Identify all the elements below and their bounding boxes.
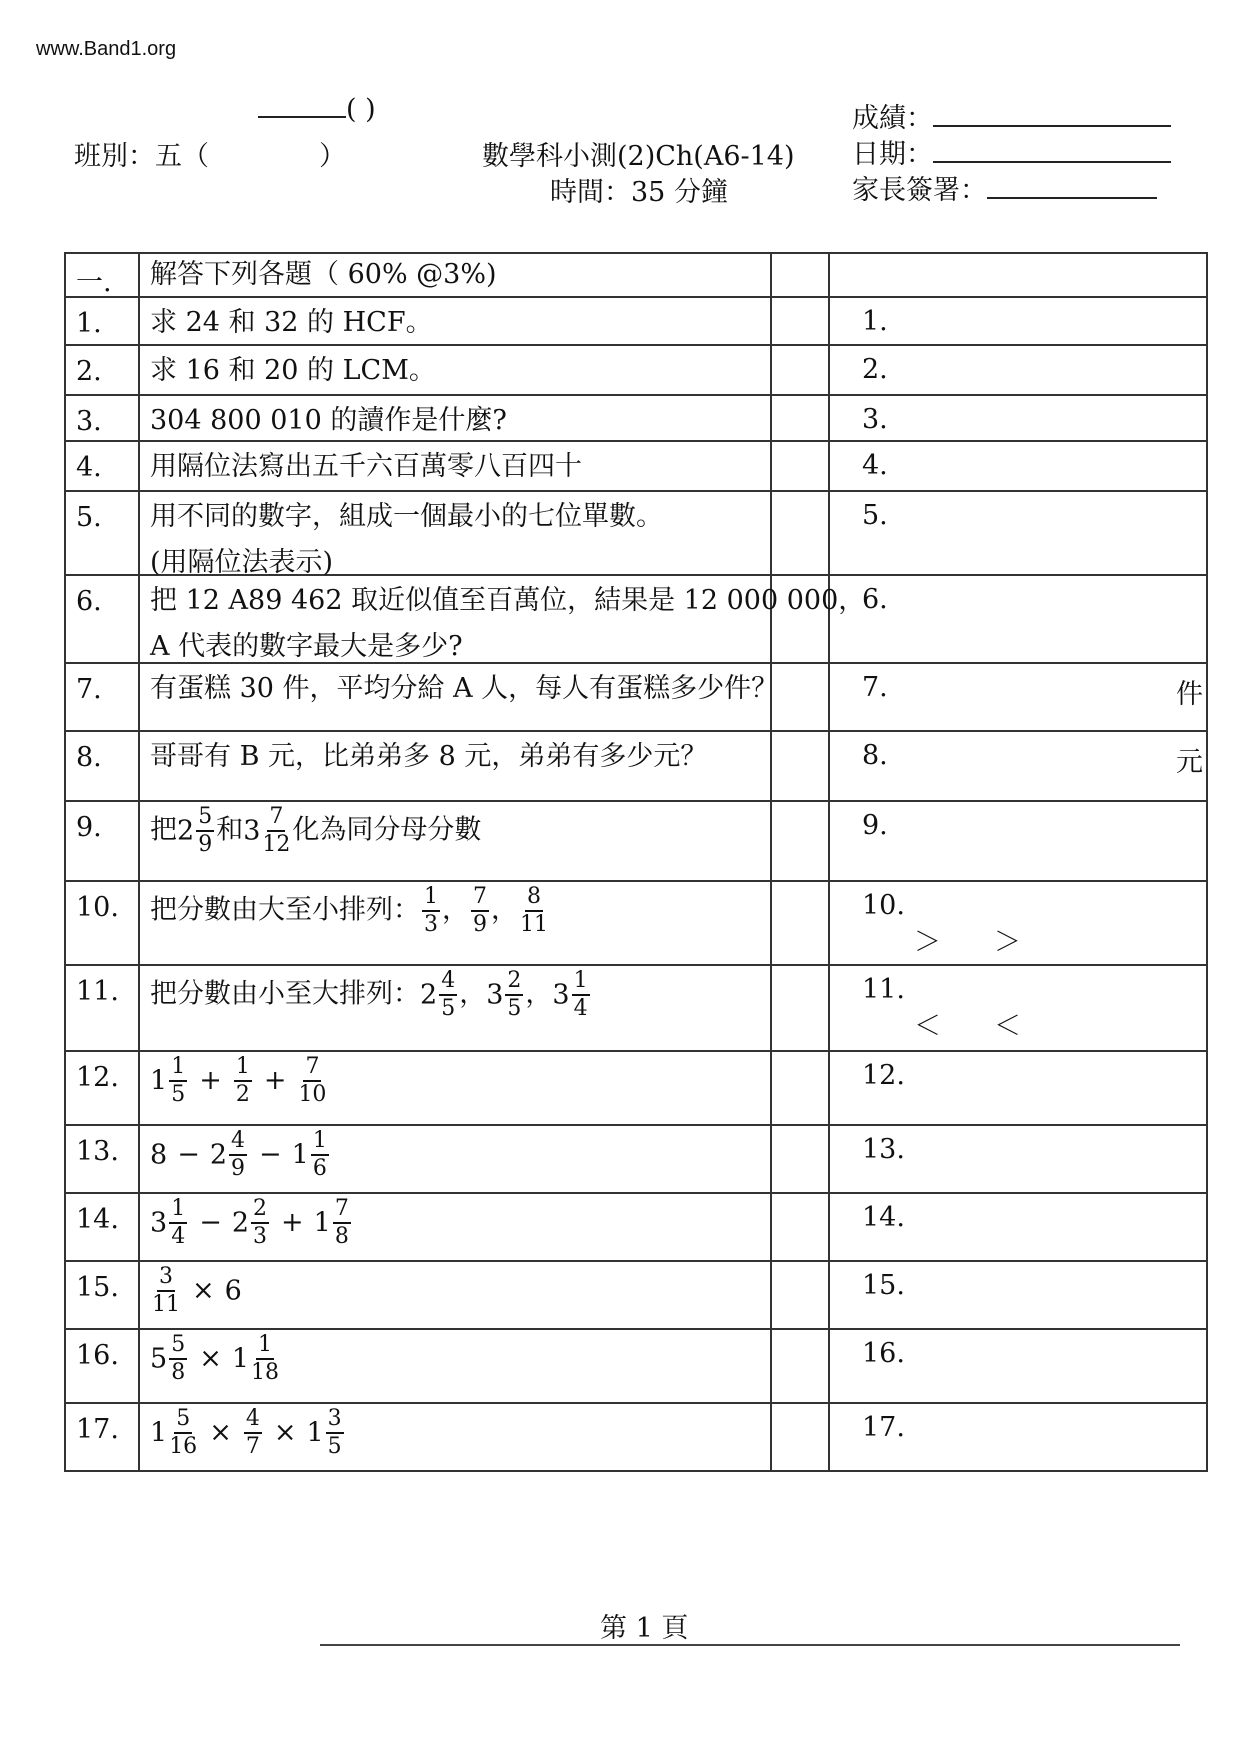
numerator: 1 (169, 1196, 187, 1224)
question-number: 1. (76, 308, 102, 339)
answer-number: 1. (862, 306, 888, 337)
question-content (150, 968, 592, 1022)
answer-number: 11. (862, 974, 905, 1005)
denominator: 4 (573, 996, 588, 1021)
numerator: 4 (244, 1406, 262, 1434)
fraction (169, 1332, 187, 1386)
page-number: 第 1 頁 (600, 1613, 689, 1644)
numerator: 7 (303, 1054, 321, 1082)
class-close: ） (319, 141, 346, 172)
numerator: 1 (169, 1054, 187, 1082)
question-number: 15. (76, 1272, 119, 1303)
operator: × (209, 1416, 232, 1448)
operator: + (263, 1064, 287, 1096)
question-text: 304 800 010 的讀作是什麼? (150, 405, 507, 436)
question-content (150, 884, 550, 938)
question-content (150, 1264, 242, 1318)
question-number: 8. (76, 742, 102, 773)
mixed-number (231, 1332, 281, 1385)
mixed-number (420, 968, 459, 1021)
answer-number: 8. (862, 740, 888, 771)
denominator: 18 (251, 1360, 279, 1385)
seat-number-parens: ( ) (346, 94, 376, 125)
question-number: 12. (76, 1062, 119, 1093)
fraction (169, 1406, 197, 1460)
numerator: 3 (157, 1264, 175, 1292)
answer-box[interactable] (830, 576, 1204, 660)
class-field (74, 134, 346, 173)
fraction (311, 1128, 329, 1182)
answer-box[interactable] (830, 298, 1204, 342)
answer-number: 12. (862, 1060, 905, 1091)
grade-label: 成績： (852, 103, 933, 134)
site-watermark: www.Band1.org (36, 38, 177, 60)
mixed-number (150, 1139, 167, 1170)
question-content (150, 348, 436, 394)
fraction (251, 1196, 269, 1250)
question-text: 求 16 和 20 的 LCM。 (150, 355, 436, 386)
mixed-number (552, 968, 591, 1021)
denominator: 4 (171, 1224, 186, 1249)
answer-number: 7. (862, 672, 888, 703)
whole-part: 5 (150, 1343, 168, 1374)
whole-part: 3 (150, 1207, 168, 1238)
operator: + (281, 1206, 304, 1238)
question-number: 6. (76, 586, 102, 617)
answer-number: 4. (862, 450, 888, 481)
name-blank (258, 94, 376, 125)
question-content (150, 1196, 353, 1250)
answer-number: 5. (862, 500, 888, 531)
answer-number: 17. (862, 1412, 905, 1443)
whole-part: 1 (150, 1065, 168, 1096)
answer-box[interactable] (830, 1126, 1204, 1190)
question-content (150, 398, 507, 444)
test-title: 數學科小測(2)Ch(A6-14) (482, 141, 795, 172)
question-text-line2: (用隔位法表示) (150, 547, 334, 578)
operator: − (259, 1138, 282, 1170)
operator: × (192, 1274, 215, 1306)
question-text: 用隔位法寫出五千六百萬零八百四十 (150, 451, 582, 482)
denominator: 6 (312, 1156, 327, 1181)
mixed-number (486, 968, 525, 1021)
answer-number: 6. (862, 584, 888, 615)
denominator: 5 (441, 996, 456, 1021)
question-text: 求 24 和 32 的 HCF。 (150, 307, 433, 338)
denominator: 10 (298, 1082, 327, 1107)
fraction (572, 968, 590, 1022)
whole-part: 3 (486, 979, 504, 1010)
numerator: 1 (422, 884, 440, 912)
question-number: 3. (76, 406, 102, 437)
operator: × (273, 1416, 297, 1448)
numerator: 1 (234, 1054, 252, 1082)
whole-part: 1 (231, 1343, 249, 1374)
answer-box[interactable] (830, 346, 1204, 392)
operator: − (177, 1138, 200, 1170)
denominator: 9 (473, 912, 487, 937)
answer-number: 14. (862, 1202, 905, 1233)
answer-box[interactable] (830, 1404, 1204, 1468)
mixed-number (231, 1196, 271, 1249)
denominator: 8 (334, 1224, 349, 1249)
question-number: 13. (76, 1136, 119, 1167)
numerator: 7 (267, 804, 285, 832)
question-text: 把 12 A89 462 取近似值至百萬位，結果是 12 000 000， (150, 585, 866, 616)
question-content (150, 804, 481, 858)
fraction (439, 968, 457, 1022)
mixed-number (150, 1054, 189, 1107)
whole-part: 6 (224, 1275, 242, 1306)
fraction (471, 884, 489, 938)
answer-number: 2. (862, 354, 888, 385)
whole-part: 1 (150, 1417, 168, 1448)
denominator: 12 (262, 832, 291, 857)
fraction (152, 1264, 180, 1318)
question-text-line2: A 代表的數字最大是多少? (150, 631, 463, 662)
answer-box[interactable] (830, 442, 1204, 488)
mixed-number (313, 1196, 353, 1249)
mixed-number (225, 1275, 242, 1306)
question-content (150, 300, 433, 346)
answer-number: 16. (862, 1338, 905, 1369)
whole-part: 1 (306, 1417, 324, 1448)
answer-box[interactable] (830, 664, 1204, 728)
answer-number: 3. (862, 404, 888, 435)
mixed-number (150, 1406, 199, 1459)
denominator: 3 (253, 1224, 267, 1249)
separator: ， (525, 978, 553, 1010)
mixed-number (469, 884, 491, 937)
question-text: 哥哥有 B 元，比弟弟多 8 元，弟弟有多少元？ (150, 741, 708, 772)
mixed-number (150, 1196, 189, 1249)
question-content (150, 734, 707, 780)
fraction (196, 804, 214, 858)
denominator: 7 (245, 1434, 260, 1459)
question-number: 4. (76, 452, 102, 483)
mixed-number (518, 884, 550, 937)
mixed-number (242, 1406, 264, 1459)
denominator: 11 (152, 1292, 180, 1317)
mixed-number (420, 884, 442, 937)
mixed-number (243, 804, 292, 857)
mixed-number (209, 1128, 249, 1181)
whole-part: 2 (231, 1207, 249, 1238)
numerator: 7 (333, 1196, 351, 1224)
question-content (150, 666, 778, 712)
separator: ， (442, 894, 469, 926)
numerator: 4 (229, 1128, 247, 1156)
numerator: 1 (256, 1332, 274, 1360)
question-text: 和 (216, 814, 244, 846)
section-number: 一. (76, 267, 112, 298)
whole-part: 8 (150, 1139, 168, 1170)
section-title: 解答下列各題（ 60% @3%) (150, 259, 497, 290)
fraction (520, 884, 548, 938)
numerator: 2 (505, 968, 523, 996)
answer-number: 13. (862, 1134, 905, 1165)
numerator: 4 (439, 968, 457, 996)
question-text: 把分數由小至大排列： (150, 978, 420, 1010)
fraction (422, 884, 440, 938)
answer-box[interactable] (830, 396, 1204, 438)
column-divider (1206, 252, 1208, 1470)
fraction (251, 1332, 279, 1386)
mixed-number (291, 1128, 331, 1181)
grade-field (852, 96, 1171, 135)
numerator: 5 (169, 1332, 187, 1360)
denominator: 5 (507, 996, 522, 1021)
question-number: 16. (76, 1340, 119, 1371)
fraction (169, 1196, 187, 1250)
answer-box[interactable] (830, 1262, 1204, 1326)
question-text: 化為同分母分數 (292, 814, 482, 846)
whole-part: 2 (209, 1139, 227, 1170)
denominator: 9 (231, 1156, 245, 1181)
question-number: 2. (76, 356, 102, 387)
answer-number: 10. (862, 890, 905, 921)
fraction (333, 1196, 351, 1250)
operator: × (199, 1342, 222, 1374)
fraction (229, 1128, 247, 1182)
answer-box[interactable] (830, 732, 1204, 798)
footer-rule (320, 1644, 1180, 1646)
question-text: 把 (150, 814, 177, 846)
numerator: 1 (311, 1128, 329, 1156)
mixed-number (306, 1406, 345, 1459)
signature-label: 家長簽署： (852, 175, 987, 206)
question-number: 10. (76, 892, 119, 923)
comparison-symbol: ＞ (914, 927, 941, 958)
answer-box[interactable] (830, 492, 1204, 572)
denominator: 9 (198, 832, 213, 857)
mixed-number (177, 804, 216, 857)
operator: − (199, 1206, 222, 1238)
answer-unit: 元 (1176, 747, 1203, 778)
question-text: 用不同的數字，組成一個最小的七位單數。 (150, 501, 663, 532)
question-table (64, 252, 1208, 1632)
whole-part: 2 (420, 979, 438, 1010)
comparison-symbol: ＞ (994, 927, 1021, 958)
operator: + (199, 1064, 222, 1096)
separator: ， (459, 978, 487, 1010)
fraction (244, 1406, 262, 1460)
numerator: 7 (471, 884, 489, 912)
denominator: 16 (169, 1434, 198, 1459)
column-divider (770, 252, 772, 1470)
column-divider (64, 252, 66, 1470)
question-number: 11. (76, 976, 119, 1007)
numerator: 8 (525, 884, 543, 912)
class-label: 班別： (74, 141, 155, 172)
comparison-symbol: ＜ (914, 1011, 941, 1042)
numerator: 1 (572, 968, 590, 996)
question-content (150, 494, 663, 586)
class-value: 五（ (155, 141, 209, 172)
answer-box[interactable] (830, 1330, 1204, 1400)
fraction (298, 1054, 326, 1108)
question-number: 9. (76, 812, 102, 843)
question-text: 把分數由大至小排列： (150, 894, 420, 926)
fraction (262, 804, 290, 858)
denominator: 8 (171, 1360, 186, 1385)
date-label: 日期： (852, 139, 933, 170)
comparison-symbol: ＜ (994, 1011, 1021, 1042)
question-content (150, 1054, 328, 1108)
whole-part: 1 (291, 1139, 309, 1170)
answer-box[interactable] (830, 802, 1204, 878)
mixed-number (150, 1332, 189, 1385)
question-text: 有蛋糕 30 件，平均分給 A 人，每人有蛋糕多少件？ (150, 673, 779, 704)
mixed-number (150, 1264, 182, 1317)
whole-part: 2 (177, 815, 195, 846)
column-divider (138, 252, 140, 1470)
fraction (505, 968, 523, 1022)
denominator: 5 (171, 1082, 186, 1107)
numerator: 5 (174, 1406, 192, 1434)
question-number: 14. (76, 1204, 119, 1235)
answer-unit: 件 (1176, 679, 1203, 710)
question-number: 17. (76, 1414, 119, 1445)
whole-part: 1 (313, 1207, 331, 1238)
denominator: 11 (520, 912, 548, 937)
fraction (326, 1406, 344, 1460)
numerator: 3 (326, 1406, 344, 1434)
question-content (150, 1332, 281, 1386)
whole-part: 3 (243, 815, 261, 846)
test-time: 時間：35 分鐘 (550, 177, 728, 208)
question-number: 7. (76, 674, 102, 705)
denominator: 2 (235, 1082, 250, 1107)
answer-number: 15. (862, 1270, 905, 1301)
whole-part: 3 (552, 979, 570, 1010)
row-divider (64, 1470, 1208, 1472)
question-content (150, 578, 865, 670)
mixed-number (232, 1054, 254, 1107)
parent-signature-field (852, 168, 1157, 207)
answer-box[interactable] (830, 1052, 1204, 1122)
answer-box[interactable] (830, 1194, 1204, 1258)
question-number: 5. (76, 502, 102, 533)
numerator: 5 (196, 804, 214, 832)
question-content (150, 1128, 331, 1182)
mixed-number (296, 1054, 328, 1107)
fraction (234, 1054, 252, 1108)
question-content (150, 1406, 346, 1460)
fraction (169, 1054, 187, 1108)
denominator: 5 (327, 1434, 342, 1459)
question-content (150, 444, 582, 490)
answer-number: 9. (862, 810, 888, 841)
denominator: 3 (424, 912, 438, 937)
separator: ， (491, 894, 518, 926)
numerator: 2 (251, 1196, 269, 1224)
date-field (852, 132, 1171, 171)
